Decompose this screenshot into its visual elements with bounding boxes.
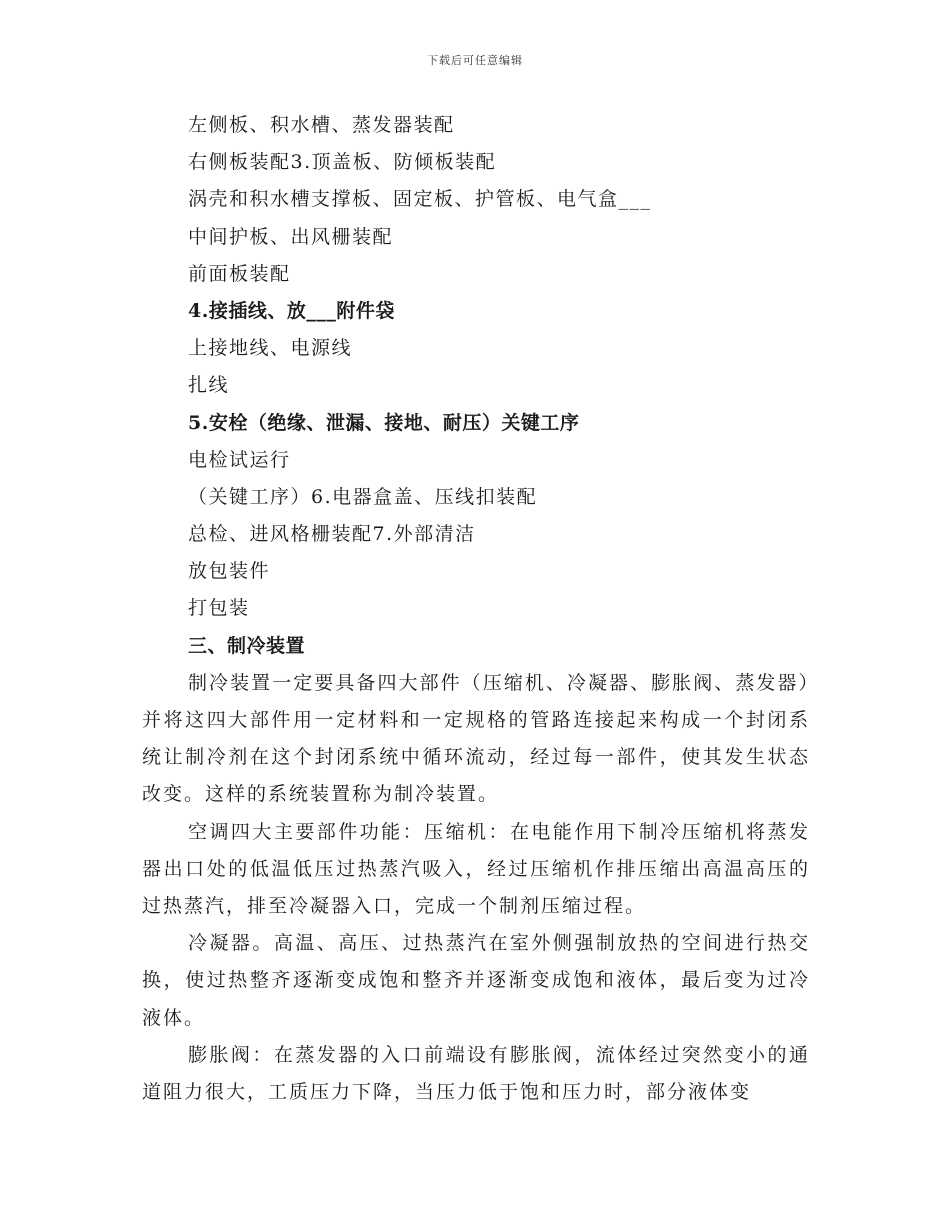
step-heading: 4.接插线、放___附件袋 (188, 299, 395, 322)
step-line: 上接地线、电源线 (188, 337, 353, 360)
page-header-note: 下载后可任意编辑 (427, 54, 523, 67)
step-line: 放包装件 (188, 560, 271, 583)
step-line: 中间护板、出风栅装配 (188, 225, 394, 248)
body-paragraph: 冷凝器。高温、高压、过热蒸汽在室外侧强制放热的空间进行热交换，使过热整齐逐渐变成饱和整齐并逐渐变成饱和液体，最后变为过冷液体。 (142, 932, 810, 1029)
document-body (142, 107, 810, 1111)
step-line: 右侧板装配3.顶盖板、防倾板装配 (188, 151, 497, 174)
step-heading: 5.安栓（绝缘、泄漏、接地、耐压）关键工序 (188, 411, 580, 434)
step-line: 总检、进风格栅装配7.外部清洁 (188, 523, 476, 546)
step-line: （关键工序）6.电器盒盖、压线扣装配 (188, 485, 538, 508)
body-paragraph: 制冷装置一定要具备四大部件（压缩机、冷凝器、膨胀阀、蒸发器）并将这四大部件用一定材料和一定规格的管路连接起来构成一个封闭系统让制冷剂在这个封闭系统中循环流动，经过每一部件，使其发生状态改变。这样的系统装置称为制冷装置。 (142, 671, 810, 806)
body-paragraph: 膨胀阀：在蒸发器的入口前端设有膨胀阀，流体经过突然变小的通道阻力很大，工质压力下降，当压力低于饱和压力时，部分液体变 (142, 1043, 810, 1104)
body-paragraph: 空调四大主要部件功能：压缩机：在电能作用下制冷压缩机将蒸发器出口处的低温低压过热蒸汽吸入，经过压缩机作排压缩出高温高压的过热蒸汽，排至冷凝器入口，完成一个制剂压缩过程。 (142, 820, 810, 918)
step-line: 电检试运行 (188, 448, 291, 471)
step-line: 涡壳和积水槽支撑板、固定板、护管板、电气盒___ (188, 188, 652, 211)
step-line: 扎线 (188, 374, 230, 397)
section-heading: 三、制冷装置 (188, 634, 306, 657)
step-line: 左侧板、积水槽、蒸发器装配 (188, 114, 455, 136)
step-line: 前面板装配 (188, 262, 291, 285)
step-line: 打包装 (188, 597, 250, 620)
